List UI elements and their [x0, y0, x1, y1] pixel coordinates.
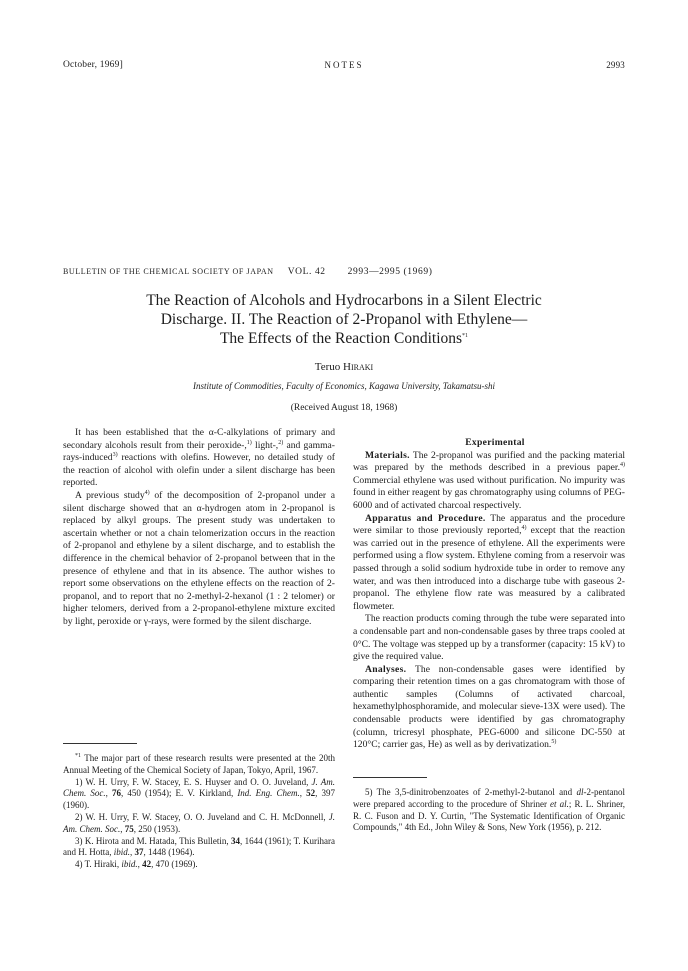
text-run: The major part of these research results were presented at the 20th Annual Meeting of the Chemical Society of Japan, Tokyo, April, 1967.: [63, 753, 335, 775]
running-header-date: October, 1969]: [63, 60, 123, 70]
journal-pages: 2993—2995 (1969): [347, 267, 433, 277]
experimental-column: [353, 437, 625, 752]
running-header-section: NOTES: [324, 60, 364, 70]
intro-column: [63, 427, 335, 629]
section-heading-experimental: Experimental: [465, 437, 525, 448]
title-line-3: [63, 329, 625, 348]
journal-volume: VOL. 42: [287, 267, 326, 277]
title-footnote-mark: *1: [462, 332, 469, 339]
text-run: It has been established that the α-C-alkylations of primary and secondary alcohols result from their peroxide-,: [63, 427, 335, 451]
runin-heading: Analyses.: [365, 663, 407, 675]
ref-mark: 4): [521, 524, 527, 531]
ref-mark: 4): [620, 462, 625, 468]
reference-1: 1) W. H. Urry, F. W. Stacey, E. S. Huyser and O. O. Juveland, J. Am. Chem. Soc., 76, 450 (1954); E. V. Kirkland, Ind. Eng. Chem., 52, 397 (1960).: [63, 776, 336, 811]
runin-heading: Apparatus and Procedure.: [365, 512, 486, 524]
article-title: [63, 291, 625, 348]
received-date: (Received August 18, 1968): [290, 403, 398, 413]
footnote-mark: *1: [75, 753, 81, 759]
journal-citation-line: [63, 267, 623, 277]
page-number: 2993: [606, 60, 625, 70]
text-run: The 2-propanol was purified and the packing material was prepared by the methods described in a previous paper.: [353, 449, 625, 474]
journal-name: BULLETIN OF THE CHEMICAL SOCIETY OF JAPAN: [63, 267, 274, 276]
author-name: [0, 361, 688, 373]
text-run: of the decomposition of 2-propanol under a silent discharge showed that an α-hydrogen atom in 2-propanol is replaced by alkyl groups. The present study was undertaken to ascertain whether or not a chain telomerization occurs in the reaction of 2-propanol and ethylene by a silent discharge, and to establish the difference in the chemical behavior of 2-propanol between that in the presence of ethylene and that in its absence. The author wishes to report some observations on the ethylene effects on the reaction of 2-propanol, and to report that no 2-methyl-2-hexanol (1 : 2 telomer) or higher telomers, derived from a 2-propanol-ethylene mixture excited by light, peroxide or γ-rays, were formed by the silent discharge.: [63, 489, 335, 627]
author-first: Teruo: [314, 361, 341, 373]
text-run: The apparatus and the procedure were similar to those previously reported,: [353, 512, 625, 537]
reference-3: 3) K. Hirota and M. Hatada, This Bulletin, 34, 1644 (1961); T. Kurihara and H. Hotta, ibid., 37, 1448 (1964).: [63, 835, 335, 858]
footnote-star: [63, 753, 335, 777]
footnotes-right: [353, 787, 625, 834]
footnote-divider: [353, 777, 427, 778]
author-last: Hiraki: [343, 361, 374, 373]
materials-paragraph: [353, 450, 625, 513]
text-run: The non-condensable gases were identified by comparing their retention times on a gas chromatogram with those of authentic samples (Columns of activated charcoal, hexamethylphosphoramide, and molecular sieve-13X were used). The condensable products were identified by gas chromatography (column, tricresyl phosphate, PEG-6000 and silicone DC-550 at 120°C; carrier gas, He) as well as by derivatization.: [353, 663, 625, 751]
title-line-1: The Reaction of Alcohols and Hydrocarbons in a Silent Electric: [146, 292, 542, 309]
intro-paragraph-2: [63, 490, 335, 629]
text-run: and gamma-rays-induced: [63, 439, 335, 464]
intro-paragraph-1: [63, 427, 335, 490]
apparatus-paragraph: [353, 513, 625, 614]
ref-mark: 3): [112, 452, 118, 458]
ref-mark: 5): [551, 739, 557, 746]
reference-4: 4) T. Hiraki, ibid., 42, 470 (1969).: [75, 859, 198, 870]
ref-mark: 1): [246, 439, 252, 446]
footnotes-left: [63, 753, 335, 871]
footnote-divider: [63, 743, 137, 744]
analyses-paragraph: [353, 664, 625, 752]
text-run: reactions with olefins. However, no detailed study of the reaction of alcohol with olefin under a silent discharge has been reported.: [63, 452, 335, 489]
text-run: except that the reaction was carried out in the presence of ethylene. All the experiments were performed using a flow system. Ethylene coming from a reservoir was passed through a solid sodium hydroxide tube in order to remove any water, and was then introduced into a discharge tube with gaseous 2-propanol. The ethylene flow rate was measured by a calibrated flowmeter.: [353, 525, 625, 612]
apparatus-paragraph-2: The reaction products coming through the tube were separated into a condensable part and non-condensable gases by three traps cooled at 0°C. The voltage was stepped up by a transformer (capacity: 15 kV) to give the required value.: [353, 613, 625, 663]
text-run: A previous study: [75, 489, 145, 501]
title-line-3-text: The Effects of the Reaction Conditions: [219, 330, 463, 347]
reference-5: 5) The 3,5-dinitrobenzoates of 2-methyl-2-butanol and dl-2-pentanol were prepared according to the procedure of Shriner et al.; R. L. Shriner, R. C. Fuson and D. Y. Curtin, "The Systematic Identification of Organic Compounds," 4th Ed., John Wiley & Sons, New York (1956), p. 212.: [353, 787, 625, 833]
text-run: light-,: [251, 439, 279, 451]
title-line-2: Discharge. II. The Reaction of 2-Propanol with Ethylene—: [160, 311, 528, 328]
reference-2: 2) W. H. Urry, F. W. Stacey, O. O. Juveland and C. H. McDonnell, J. Am. Chem. Soc., 75, 250 (1953).: [63, 811, 335, 834]
runin-heading: Materials.: [365, 449, 410, 461]
ref-mark: 2): [278, 439, 284, 446]
ref-mark: 4): [144, 489, 150, 496]
author-affiliation: Institute of Commodities, Faculty of Economics, Kagawa University, Takamatsu-shi: [193, 381, 495, 391]
text-run: Commercial ethylene was used without purification. No impurity was found in either reagent by gas chromatography using columns of PEG-6000 and of activated charcoal respectively.: [353, 474, 625, 511]
